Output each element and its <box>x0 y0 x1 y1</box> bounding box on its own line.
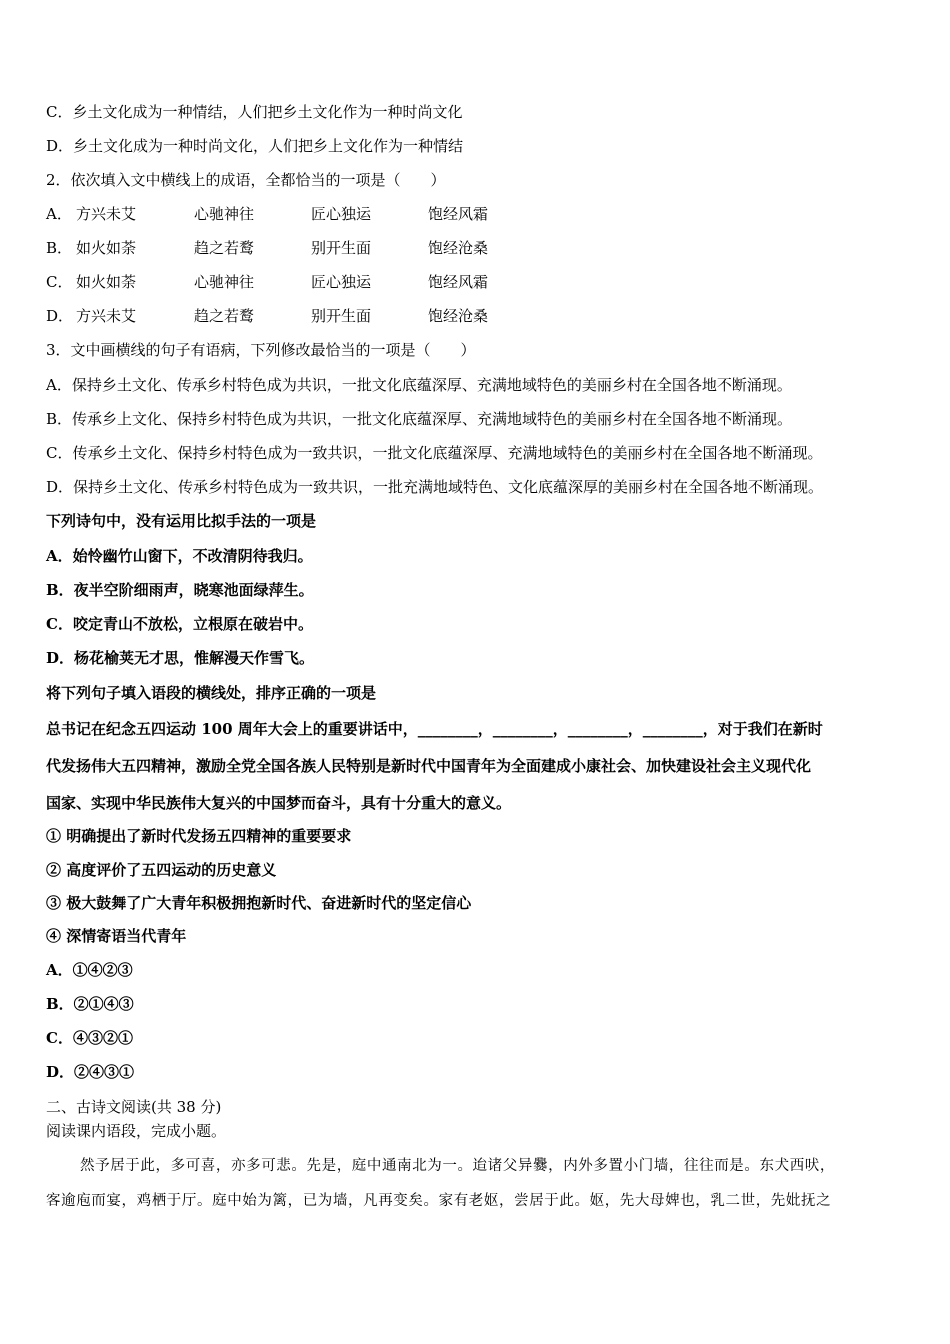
idiom: 趋之若鹜 <box>194 307 255 325</box>
option-label: A． <box>46 205 72 223</box>
idiom: 心驰神往 <box>194 273 255 291</box>
question-1-option-c: C．乡土文化成为一种情结，人们把乡土文化作为一种时尚文化 <box>46 103 463 121</box>
question-3-stem: 3．文中画横线的句子有语病，下列修改最恰当的一项是（ ） <box>46 341 476 359</box>
option-label: D． <box>46 307 74 325</box>
idiom: 如火如荼 <box>76 273 137 291</box>
question-5-option-b: B．②①④③ <box>46 995 134 1013</box>
section-2-title: 二、古诗文阅读(共 38 分) <box>46 1098 222 1116</box>
idiom: 心驰神往 <box>194 205 255 223</box>
question-2-option-b <box>46 238 488 258</box>
idiom: 饱经风霜 <box>428 273 489 291</box>
question-4-option-b: B．夜半空阶细雨声，晓寒池面绿萍生。 <box>46 581 314 599</box>
question-5-option-a: A．①④②③ <box>46 961 133 979</box>
question-3-option-b: B．传承乡上文化、保持乡村特色成为共识，一批文化底蕴深厚、充满地域特色的美丽乡村在全国各地不断涌现。 <box>46 410 793 428</box>
question-5-passage-line-1: 总书记在纪念五四运动 100 周年大会上的重要讲话中，________，________，________，________，对于我们在新时 <box>46 720 823 738</box>
question-5-option-d: D．②④③① <box>46 1063 135 1081</box>
idiom: 匠心独运 <box>311 273 372 291</box>
question-5-passage-line-3: 国家、实现中华民族伟大复兴的中国梦而奋斗，具有十分重大的意义。 <box>46 794 512 812</box>
question-4-option-d: D．杨花榆荚无才思，惟解漫天作雪飞。 <box>46 649 315 667</box>
question-2-option-d <box>46 306 488 326</box>
question-3-option-a: A．保持乡土文化、传承乡村特色成为共识，一批文化底蕴深厚、充满地域特色的美丽乡村在全国各地不断涌现。 <box>46 376 792 394</box>
question-4-option-a: A．始怜幽竹山窗下，不改清阴待我归。 <box>46 547 313 565</box>
option-label: B． <box>46 239 73 257</box>
question-5-sentence-4: ④ 深情寄语当代青年 <box>46 927 187 945</box>
idiom: 饱经沧桑 <box>428 307 489 325</box>
question-2-stem: 2．依次填入文中横线上的成语，全都恰当的一项是（ ） <box>46 171 446 189</box>
question-3-option-d: D．保持乡土文化、传承乡村特色成为一致共识，一批充满地域特色、文化底蕴深厚的美丽乡村在全国各地不断涌现。 <box>46 478 824 496</box>
question-4-stem: 下列诗句中，没有运用比拟手法的一项是 <box>46 512 317 530</box>
idiom: 别开生面 <box>311 307 372 325</box>
idiom: 别开生面 <box>311 239 372 257</box>
question-3-option-c: C．传承乡土文化、保持乡村特色成为一致共识，一批文化底蕴深厚、充满地域特色的美丽乡村在全国各地不断涌现。 <box>46 444 823 462</box>
question-5-stem: 将下列句子填入语段的横线处，排序正确的一项是 <box>46 684 377 702</box>
idiom: 匠心独运 <box>311 205 372 223</box>
section-2-instruction: 阅读课内语段，完成小题。 <box>46 1122 227 1140</box>
question-5-sentence-1: ① 明确提出了新时代发扬五四精神的重要要求 <box>46 827 352 845</box>
question-2-option-a <box>46 204 488 224</box>
question-2-option-c <box>46 272 488 292</box>
idiom: 饱经沧桑 <box>428 239 489 257</box>
question-4-option-c: C．咬定青山不放松，立根原在破岩中。 <box>46 615 313 633</box>
idiom: 趋之若鹜 <box>194 239 255 257</box>
question-5-option-c: C．④③②① <box>46 1029 133 1047</box>
question-5-sentence-2: ② 高度评价了五四运动的历史意义 <box>46 861 277 879</box>
classical-passage-line-2: 客逾庖而宴，鸡栖于厅。庭中始为篱，已为墙，凡再变矣。家有老妪，尝居于此。妪，先大母婢也，乳二世，先妣抚之 <box>46 1193 832 1209</box>
idiom: 饱经风霜 <box>428 205 489 223</box>
classical-passage-line-1: 然予居于此，多可喜，亦多可悲。先是，庭中通南北为一。迨诸父异爨，内外多置小门墙，往往而是。东犬西吠， <box>80 1158 835 1174</box>
question-5-sentence-3: ③ 极大鼓舞了广大青年积极拥抱新时代、奋进新时代的坚定信心 <box>46 894 472 912</box>
idiom: 方兴未艾 <box>76 205 137 223</box>
option-label: C． <box>46 273 73 291</box>
idiom: 方兴未艾 <box>76 307 137 325</box>
question-1-option-d: D．乡土文化成为一种时尚文化，人们把乡上文化作为一种情结 <box>46 137 464 155</box>
question-5-passage-line-2: 代发扬伟大五四精神，激励全党全国各族人民特别是新时代中国青年为全面建成小康社会、加快建设社会主义现代化 <box>46 757 812 775</box>
idiom: 如火如荼 <box>76 239 137 257</box>
